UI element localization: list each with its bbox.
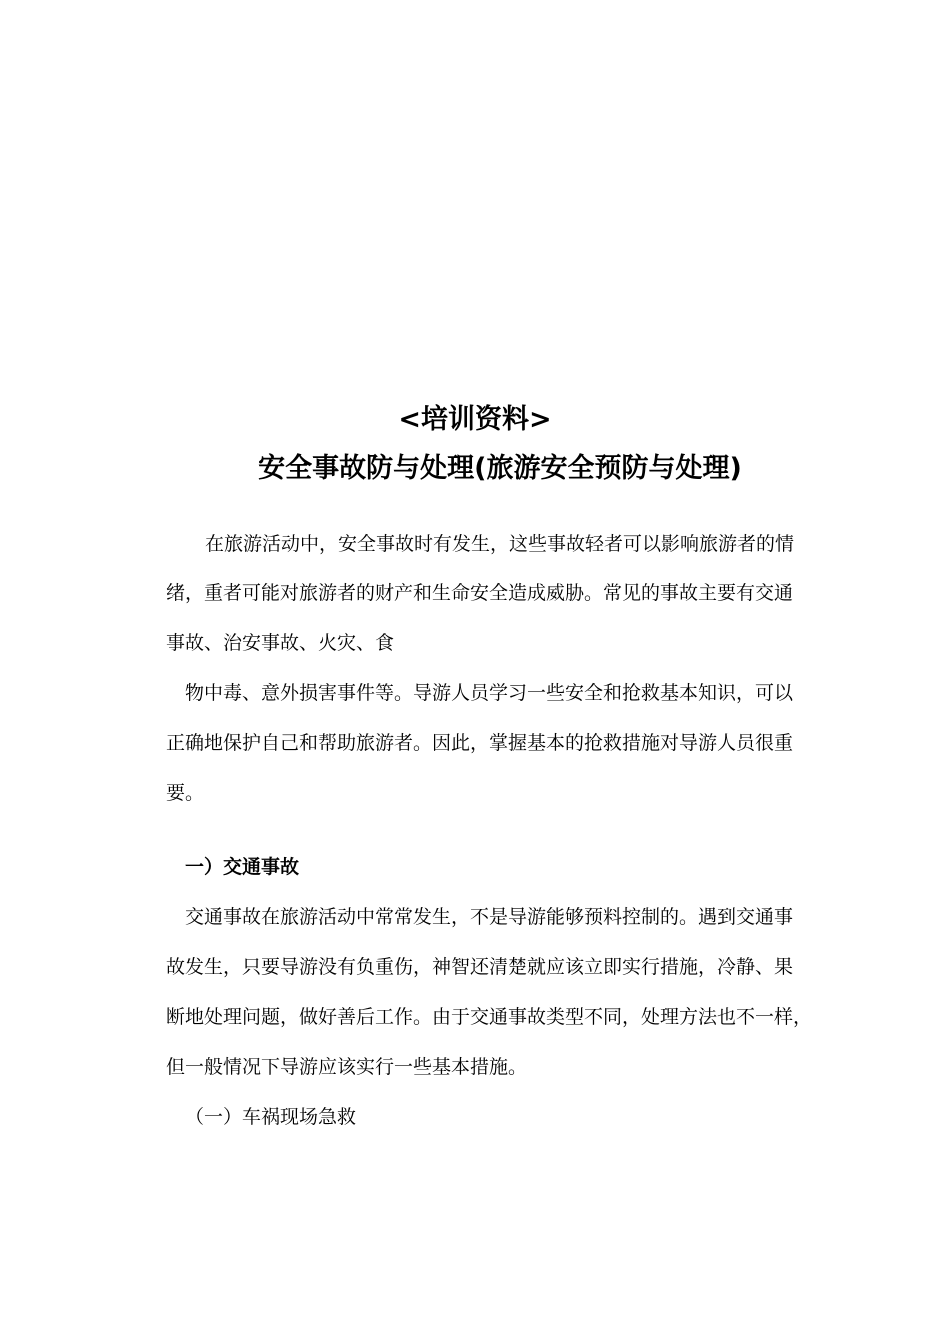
section1-line-3: 断地处理问题，做好善后工作。由于交通事故类型不同，处理方法也不一样， — [166, 1006, 813, 1028]
intro-line-5: 正确地保护自己和帮助旅游者。因此，掌握基本的抢救措施对导游人员很重 — [166, 732, 794, 754]
intro-line-1: 在旅游活动中，安全事故时有发生，这些事故轻者可以影响旅游者的情 — [205, 533, 795, 555]
intro-line-4: 物中毒、意外损害事件等。导游人员学习一些安全和抢救基本知识，可以 — [185, 682, 794, 704]
section1-line-2: 故发生，只要导游没有负重伤，神智还清楚就应该立即实行措施，冷静、果 — [166, 956, 794, 978]
section1-line-1: 交通事故在旅游活动中常常发生，不是导游能够预料控制的。遇到交通事 — [185, 906, 794, 928]
document-title-line-1: <培训资料> — [398, 404, 552, 435]
section-heading-traffic-accident: 一）交通事故 — [185, 856, 300, 878]
intro-line-6: 要。 — [166, 782, 205, 804]
intro-line-2: 绪，重者可能对旅游者的财产和生命安全造成威胁。常见的事故主要有交通 — [166, 582, 794, 604]
section1-line-4: 但一般情况下导游应该实行一些基本措施。 — [166, 1056, 528, 1078]
intro-line-3: 事故、治安事故、火灾、食 — [166, 632, 395, 654]
document-title-line-2: 安全事故防与处理(旅游安全预防与处理) — [258, 453, 742, 484]
subsection-heading-accident-first-aid: （一）车祸现场急救 — [185, 1106, 357, 1128]
